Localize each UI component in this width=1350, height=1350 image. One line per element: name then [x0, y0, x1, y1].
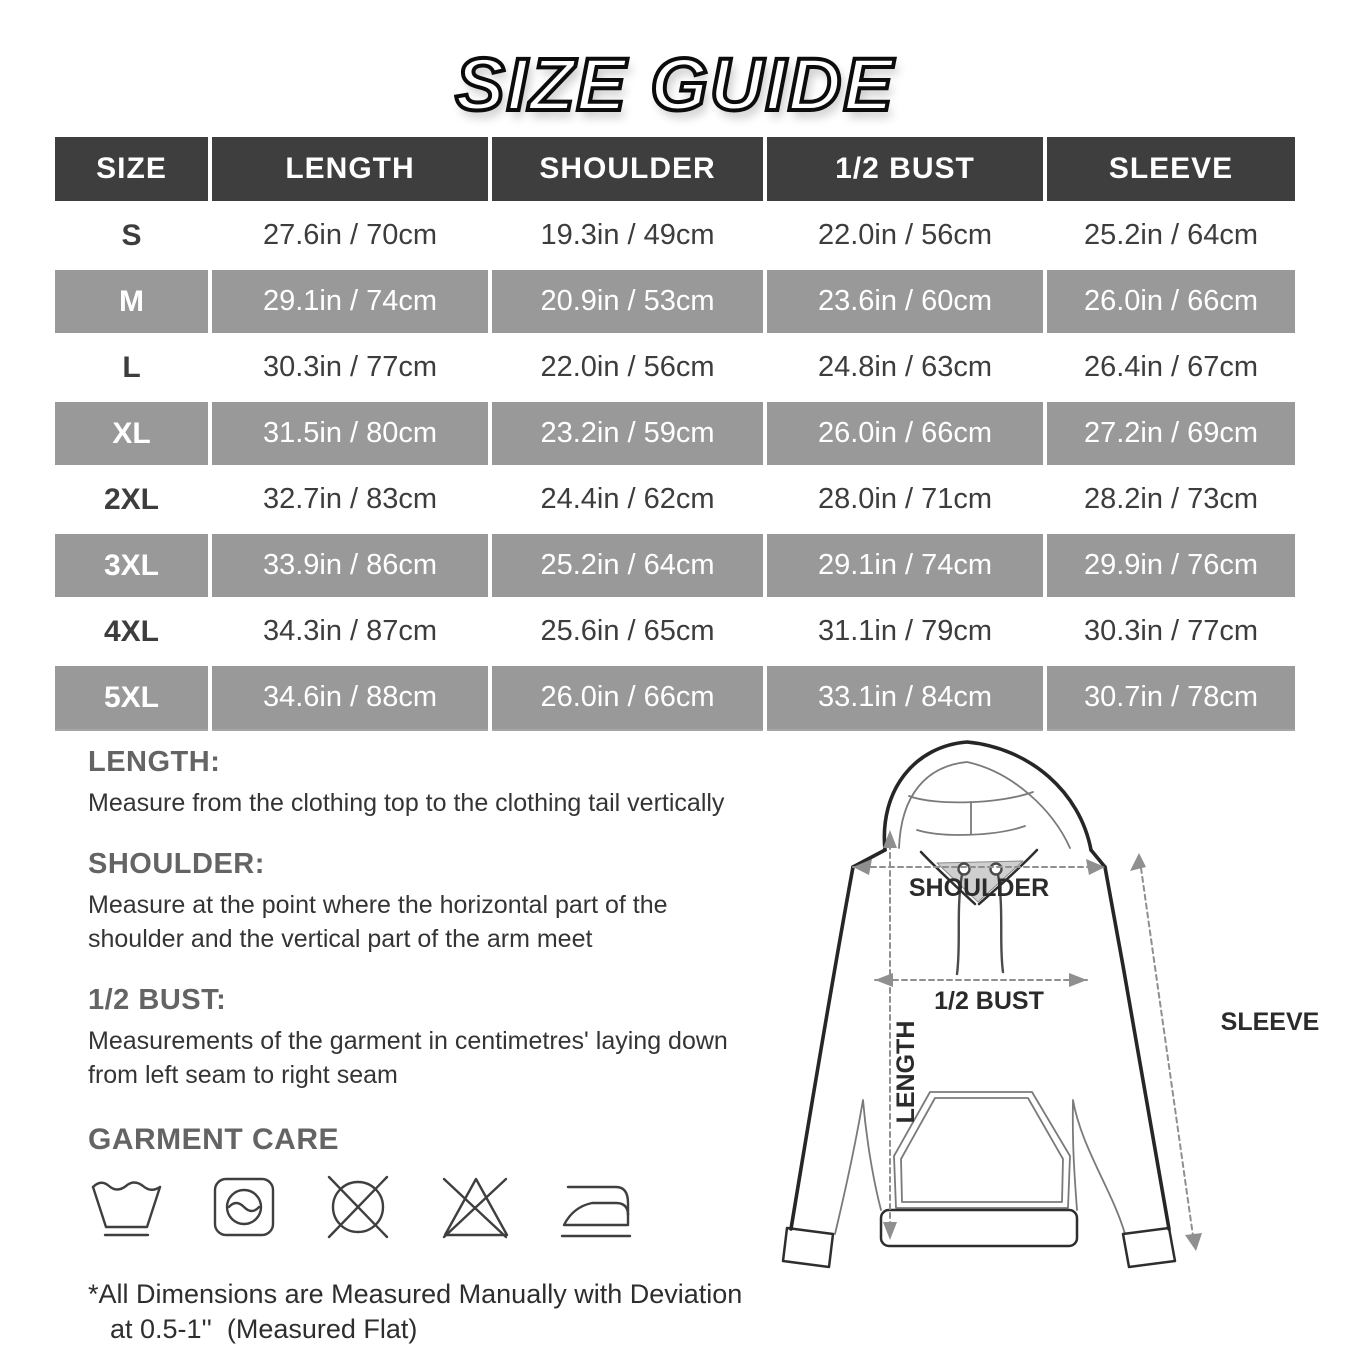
col-header-length: LENGTH [210, 137, 490, 203]
size-cell: 4XL [55, 599, 210, 665]
size-cell: 2XL [55, 467, 210, 533]
measurement-definitions [88, 746, 818, 1347]
bust-cell: 28.0in / 71cm [765, 467, 1045, 533]
garment-care-title: GARMENT CARE [88, 1122, 339, 1156]
length-cell: 33.9in / 86cm [210, 533, 490, 599]
shoulder-cell: 19.3in / 49cm [490, 203, 765, 269]
footnote [88, 1277, 818, 1347]
sleeve-cell: 26.0in / 66cm [1045, 269, 1295, 335]
definition-desc-length: Measure from the clothing top to the clothing tail vertically [88, 789, 725, 817]
table-row-2xl [55, 467, 1295, 533]
table-row-l [55, 335, 1295, 401]
table-header-row [55, 137, 1295, 203]
diagram-bust-label: 1/2 BUST [934, 987, 1044, 1015]
diagram-sleeve-label: SLEEVE [1220, 1008, 1320, 1036]
sleeve-cell: 30.3in / 77cm [1045, 599, 1295, 665]
definition-term-length: LENGTH: [88, 746, 221, 778]
bust-cell: 24.8in / 63cm [765, 335, 1045, 401]
sleeve-cell: 27.2in / 69cm [1045, 401, 1295, 467]
definition-desc-bust: Measurements of the garment in centimetres' laying down from left seam to right seam [88, 1026, 728, 1089]
length-cell: 27.6in / 70cm [210, 203, 490, 269]
bust-cell: 23.6in / 60cm [765, 269, 1045, 335]
shoulder-cell: 24.4in / 62cm [490, 467, 765, 533]
shoulder-cell: 23.2in / 59cm [490, 401, 765, 467]
shoulder-cell: 20.9in / 53cm [490, 269, 765, 335]
sleeve-cell: 30.7in / 78cm [1045, 665, 1295, 731]
length-cell: 34.6in / 88cm [210, 665, 490, 731]
col-header-sleeve: SLEEVE [1045, 137, 1295, 203]
sleeve-cell: 28.2in / 73cm [1045, 467, 1295, 533]
length-cell: 29.1in / 74cm [210, 269, 490, 335]
do-not-bleach-icon [436, 1171, 516, 1243]
diagram-length-label: LENGTH [892, 1020, 920, 1124]
shoulder-cell: 25.6in / 65cm [490, 599, 765, 665]
table-row-4xl [55, 599, 1295, 665]
table-row-5xl [55, 665, 1295, 731]
sleeve-cell: 26.4in / 67cm [1045, 335, 1295, 401]
size-table [55, 137, 1295, 731]
table-row-m [55, 269, 1295, 335]
shoulder-cell: 25.2in / 64cm [490, 533, 765, 599]
size-cell: M [55, 269, 210, 335]
bust-cell: 29.1in / 74cm [765, 533, 1045, 599]
length-cell: 32.7in / 83cm [210, 467, 490, 533]
do-not-dry-clean-icon [320, 1171, 396, 1243]
col-header-bust: 1/2 BUST [765, 137, 1045, 203]
sleeve-cell: 29.9in / 76cm [1045, 533, 1295, 599]
care-icons-row [88, 1171, 818, 1243]
definition-term-bust: 1/2 BUST: [88, 983, 227, 1016]
size-cell: 3XL [55, 533, 210, 599]
iron-icon [556, 1171, 636, 1243]
hoodie-diagram [775, 732, 1340, 1297]
footnote-line-1: *All Dimensions are Measured Manually with Deviation [88, 1278, 743, 1309]
length-cell: 34.3in / 87cm [210, 599, 490, 665]
size-cell: L [55, 335, 210, 401]
hand-wash-icon [88, 1171, 168, 1243]
shoulder-cell: 26.0in / 66cm [490, 665, 765, 731]
bust-cell: 26.0in / 66cm [765, 401, 1045, 467]
definition-term-shoulder: SHOULDER: [88, 847, 265, 880]
col-header-shoulder: SHOULDER [490, 137, 765, 203]
bust-cell: 33.1in / 84cm [765, 665, 1045, 731]
size-cell: XL [55, 401, 210, 467]
sleeve-cell: 25.2in / 64cm [1045, 203, 1295, 269]
table-row-xl [55, 401, 1295, 467]
col-header-size: SIZE [55, 137, 210, 203]
bust-cell: 31.1in / 79cm [765, 599, 1045, 665]
size-cell: 5XL [55, 665, 210, 731]
size-cell: S [55, 203, 210, 269]
table-row-s [55, 203, 1295, 269]
bust-cell: 22.0in / 56cm [765, 203, 1045, 269]
page-title: SIZE GUIDE [455, 43, 895, 126]
table-row-3xl [55, 533, 1295, 599]
diagram-shoulder-label: SHOULDER [908, 874, 1050, 902]
definition-desc-shoulder: Measure at the point where the horizontal part of the shoulder and the vertical part of the arm meet [88, 890, 668, 953]
length-cell: 31.5in / 80cm [210, 401, 490, 467]
footnote-line-2: at 0.5-1'' (Measured Flat) [110, 1313, 418, 1344]
tumble-dry-icon [208, 1171, 280, 1243]
length-cell: 30.3in / 77cm [210, 335, 490, 401]
shoulder-cell: 22.0in / 56cm [490, 335, 765, 401]
